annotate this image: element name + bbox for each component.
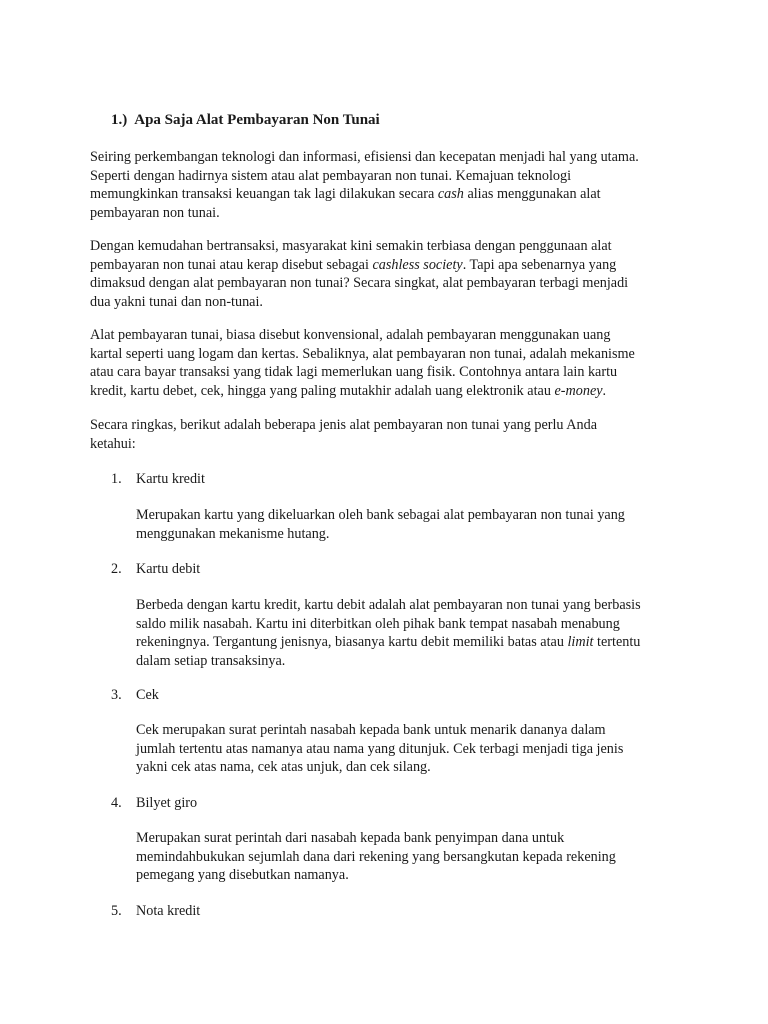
list-item-description bbox=[136, 721, 696, 777]
description-line: saldo milik nasabah. Kartu ini diterbitkan oleh pihak bank tempat nasabah menabung bbox=[136, 615, 620, 632]
paragraph-text: memungkinkan transaksi keuangan tak lagi dilakukan secara bbox=[90, 186, 438, 203]
description-line: Cek merupakan surat perintah nasabah kepada bank untuk menarik dananya dalam bbox=[136, 722, 606, 738]
paragraph-intro bbox=[90, 148, 690, 222]
list-item-description bbox=[136, 596, 696, 670]
paragraph-line: pembayaran non tunai. bbox=[90, 204, 220, 221]
paragraph-line: kartal seperti uang logam dan kertas. Sebaliknya, alat pembayaran non tunai, adalah mekanisme bbox=[90, 345, 635, 362]
paragraph-ringkas bbox=[90, 416, 690, 453]
list-item-number: 2. bbox=[111, 561, 122, 577]
paragraph-text: . Tapi apa sebenarnya yang bbox=[462, 256, 617, 273]
paragraph-line bbox=[90, 382, 690, 401]
description-line: dalam setiap transaksinya. bbox=[136, 652, 286, 669]
emphasis-text: cash bbox=[437, 186, 464, 203]
list-item-label: Cek bbox=[136, 687, 159, 703]
paragraph-line: dua yakni tunai dan non-tunai. bbox=[90, 293, 263, 310]
list-item-label: Kartu debit bbox=[136, 561, 201, 577]
description-line: Berbeda dengan kartu kredit, kartu debit adalah alat pembayaran non tunai yang berbasis bbox=[136, 597, 641, 613]
description-line: jumlah tertentu atas namanya atau nama yang ditunjuk. Cek terbagi menjadi tiga jenis bbox=[136, 740, 624, 757]
paragraph-line: Seperti dengan hadirnya sistem atau alat pembayaran non tunai. Kemajuan teknologi bbox=[90, 167, 572, 184]
list-item-number: 5. bbox=[111, 903, 122, 919]
paragraph-line: Seiring perkembangan teknologi dan informasi, efisiensi dan kecepatan menjadi hal yang utama. bbox=[90, 149, 639, 165]
heading-number: 1.) bbox=[111, 112, 128, 128]
paragraph-line: ketahui: bbox=[90, 435, 136, 452]
list-item-title bbox=[111, 470, 205, 489]
list-item-number: 1. bbox=[111, 471, 122, 487]
list-item-title bbox=[111, 794, 197, 813]
list-item-number: 3. bbox=[111, 687, 122, 703]
paragraph-text: alias menggunakan alat bbox=[463, 186, 601, 203]
description-line: Merupakan surat perintah dari nasabah kepada bank penyimpan dana untuk bbox=[136, 830, 565, 846]
list-item-label: Kartu kredit bbox=[136, 471, 205, 487]
description-line: yakni cek atas nama, cek atas unjuk, dan cek silang. bbox=[136, 759, 431, 776]
paragraph-line: Dengan kemudahan bertransaksi, masyarakat kini semakin terbiasa dengan penggunaan alat bbox=[90, 238, 612, 254]
paragraph-text: . bbox=[602, 382, 607, 399]
emphasis-text: e-money bbox=[554, 382, 603, 399]
paragraph-line: Alat pembayaran tunai, biasa disebut konvensional, adalah pembayaran menggunakan uang bbox=[90, 327, 611, 343]
description-line: memindahbukukan sejumlah dana dari rekening yang bersangkutan kepada rekening bbox=[136, 848, 616, 865]
description-line bbox=[136, 633, 696, 652]
list-item-label: Bilyet giro bbox=[136, 795, 198, 811]
list-item-title bbox=[111, 902, 200, 921]
paragraph-tunai bbox=[90, 326, 690, 400]
list-item-label: Nota kredit bbox=[136, 903, 201, 919]
description-text: rekeningnya. Tergantung jenisnya, biasanya kartu debit memiliki batas atau bbox=[136, 634, 568, 651]
list-item-description bbox=[136, 829, 696, 885]
list-item-number: 4. bbox=[111, 795, 122, 811]
heading-title: Apa Saja Alat Pembayaran Non Tunai bbox=[134, 112, 380, 128]
paragraph-cashless bbox=[90, 237, 690, 311]
emphasis-text: cashless society bbox=[372, 256, 463, 273]
description-line: pemegang yang disebutkan namanya. bbox=[136, 867, 349, 884]
list-item-title bbox=[111, 686, 159, 705]
list-item-title bbox=[111, 560, 200, 579]
paragraph-text: pembayaran non tunai atau kerap disebut sebagai bbox=[90, 256, 373, 273]
paragraph-line: atau cara bayar transaksi yang tidak lagi memerlukan uang fisik. Contohnya antara lain kartu bbox=[90, 364, 618, 381]
description-text: tertentu bbox=[593, 634, 641, 651]
paragraph-line: Secara ringkas, berikut adalah beberapa jenis alat pembayaran non tunai yang perlu Anda bbox=[90, 417, 598, 433]
paragraph-line bbox=[90, 185, 690, 204]
description-line: menggunakan mekanisme hutang. bbox=[136, 525, 330, 542]
paragraph-line bbox=[90, 256, 690, 275]
section-heading bbox=[111, 112, 380, 129]
paragraph-line: dimaksud dengan alat pembayaran non tunai? Secara singkat, alat pembayaran terbagi menjadi bbox=[90, 275, 629, 292]
emphasis-text: limit bbox=[567, 634, 594, 651]
description-line: Merupakan kartu yang dikeluarkan oleh bank sebagai alat pembayaran non tunai yang bbox=[136, 507, 625, 523]
paragraph-text: kredit, kartu debet, cek, hingga yang paling mutakhir adalah uang elektronik atau bbox=[90, 382, 555, 399]
list-item-description bbox=[136, 506, 696, 543]
